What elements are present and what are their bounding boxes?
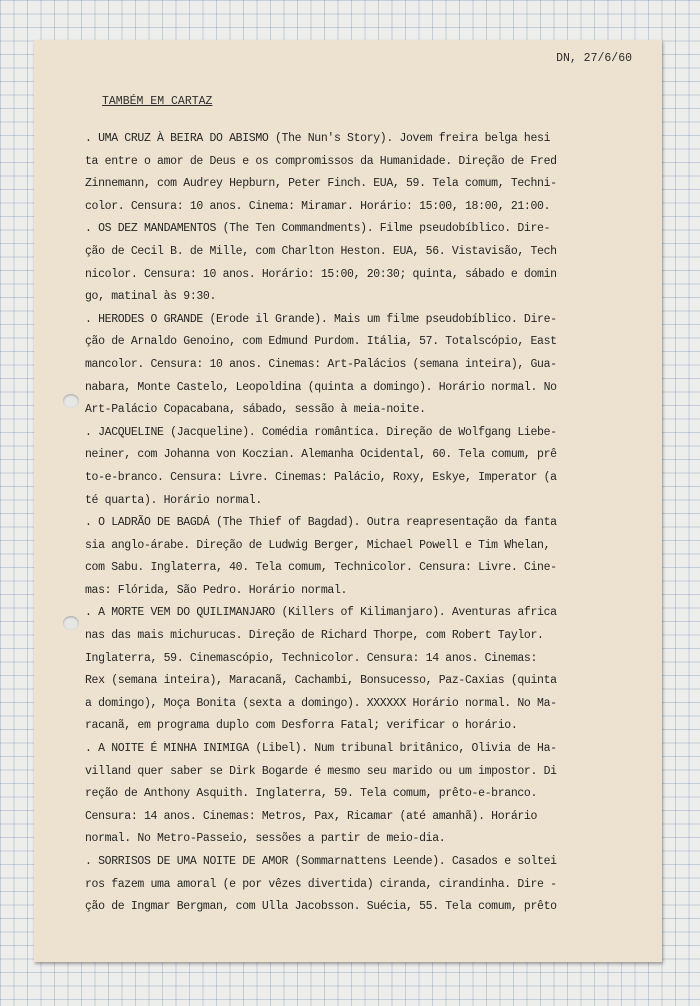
text-line: . JACQUELINE (Jacqueline). Comédia romântica. Direção de Wolfgang Liebe-: [85, 425, 557, 439]
text-line: reção de Anthony Asquith. Inglaterra, 59. Tela comum, prêto-e-branco.: [85, 787, 538, 801]
text-line: a domingo), Moça Bonita (sexta a domingo). XXXXXX Horário normal. No Ma-: [85, 696, 557, 710]
text-line: Zinnemann, com Audrey Hepburn, Peter Finch. EUA, 59. Tela comum, Techni-: [85, 177, 557, 191]
text-line: villand quer saber se Dirk Bogarde é mesmo seu marido ou um impostor. Di: [85, 764, 557, 778]
text-line: . HERODES O GRANDE (Erode il Grande). Mais um filme pseudobíblico. Dire-: [85, 312, 557, 326]
text-line: nas das mais michurucas. Direção de Richard Thorpe, com Robert Taylor.: [85, 629, 544, 643]
text-line: ção de Ingmar Bergman, com Ulla Jacobsson. Suécia, 55. Tela comum, prêto: [85, 900, 557, 914]
page-title: TAMBÉM EM CARTAZ: [102, 95, 213, 108]
text-line: . UMA CRUZ À BEIRA DO ABISMO (The Nun's Story). Jovem freira belga hesi: [85, 132, 551, 145]
text-line: mancolor. Censura: 10 anos. Cinemas: Art-Palácios (semana inteira), Gua-: [85, 357, 557, 371]
text-line: normal. No Metro-Passeio, sessões a partir de meio-dia.: [85, 832, 446, 846]
text-line: ção de Arnaldo Genoino, com Edmund Purdom. Itália, 57. Totalscópio, East: [85, 335, 557, 349]
text-line: Rex (semana inteira), Maracanã, Cachambi, Bonsucesso, Paz-Caxias (quinta: [85, 674, 557, 688]
text-line: Censura: 14 anos. Cinemas: Metros, Pax, Ricamar (até amanhã). Horário: [85, 809, 538, 823]
text-line: go, matinal às 9:30.: [85, 290, 217, 304]
text-line: Art-Palácio Copacabana, sábado, sessão à meia-noite.: [85, 403, 426, 417]
text-line: Inglaterra, 59. Cinemascópio, Technicolor. Censura: 14 anos. Cinemas:: [85, 651, 538, 665]
text-line: neiner, com Johanna von Koczian. Alemanha Ocidental, 60. Tela comum, prê: [85, 448, 557, 462]
text-line: . O LADRÃO DE BAGDÁ (The Thief of Bagdad). Outra reapresentação da fanta: [85, 516, 557, 530]
text-line: sia anglo-árabe. Direção de Ludwig Berger, Michael Powell e Tim Whelan,: [85, 538, 551, 552]
text-line: té quarta). Horário normal.: [85, 493, 262, 507]
typewritten-page: [34, 40, 662, 962]
text-line: . A NOITE É MINHA INIMIGA (Libel). Num tribunal britânico, Olivia de Ha-: [85, 742, 557, 756]
text-line: mas: Flórida, São Pedro. Horário normal.: [85, 583, 348, 597]
text-line: . SORRISOS DE UMA NOITE DE AMOR (Sommarnattens Leende). Casados e soltei: [85, 855, 557, 868]
text-line: com Sabu. Inglaterra, 40. Tela comum, Technicolor. Censura: Livre. Cine-: [85, 561, 557, 575]
text-line: ta entre o amor de Deus e os compromissos da Humanidade. Direção de Fred: [85, 154, 557, 168]
listing-body: [85, 128, 645, 919]
text-line: to-e-branco. Censura: Livre. Cinemas: Palácio, Roxy, Eskye, Imperator (a: [85, 470, 557, 484]
text-line: . OS DEZ MANDAMENTOS (The Ten Commandments). Filme pseudobíblico. Dire-: [85, 222, 551, 236]
text-line: ros fazem uma amoral (e por vêzes divertida) ciranda, cirandinha. Dire -: [85, 877, 557, 891]
punch-hole: [63, 616, 79, 630]
text-line: . A MORTE VEM DO QUILIMANJARO (Killers of Kilimanjaro). Aventuras africa: [85, 606, 557, 620]
text-line: racanã, em programa duplo com Desforra Fatal; verificar o horário.: [85, 719, 518, 733]
text-line: color. Censura: 10 anos. Cinema: Miramar. Horário: 15:00, 18:00, 21:00.: [85, 199, 551, 213]
document-reference: DN, 27/6/60: [556, 52, 632, 65]
text-line: nicolor. Censura: 10 anos. Horário: 15:00, 20:30; quinta, sábado e domin: [85, 267, 557, 281]
text-line: ção de Cecil B. de Mille, com Charlton Heston. EUA, 56. Vistavisão, Tech: [85, 244, 557, 258]
text-line: nabara, Monte Castelo, Leopoldina (quinta a domingo). Horário normal. No: [85, 380, 557, 394]
punch-hole: [63, 394, 79, 408]
